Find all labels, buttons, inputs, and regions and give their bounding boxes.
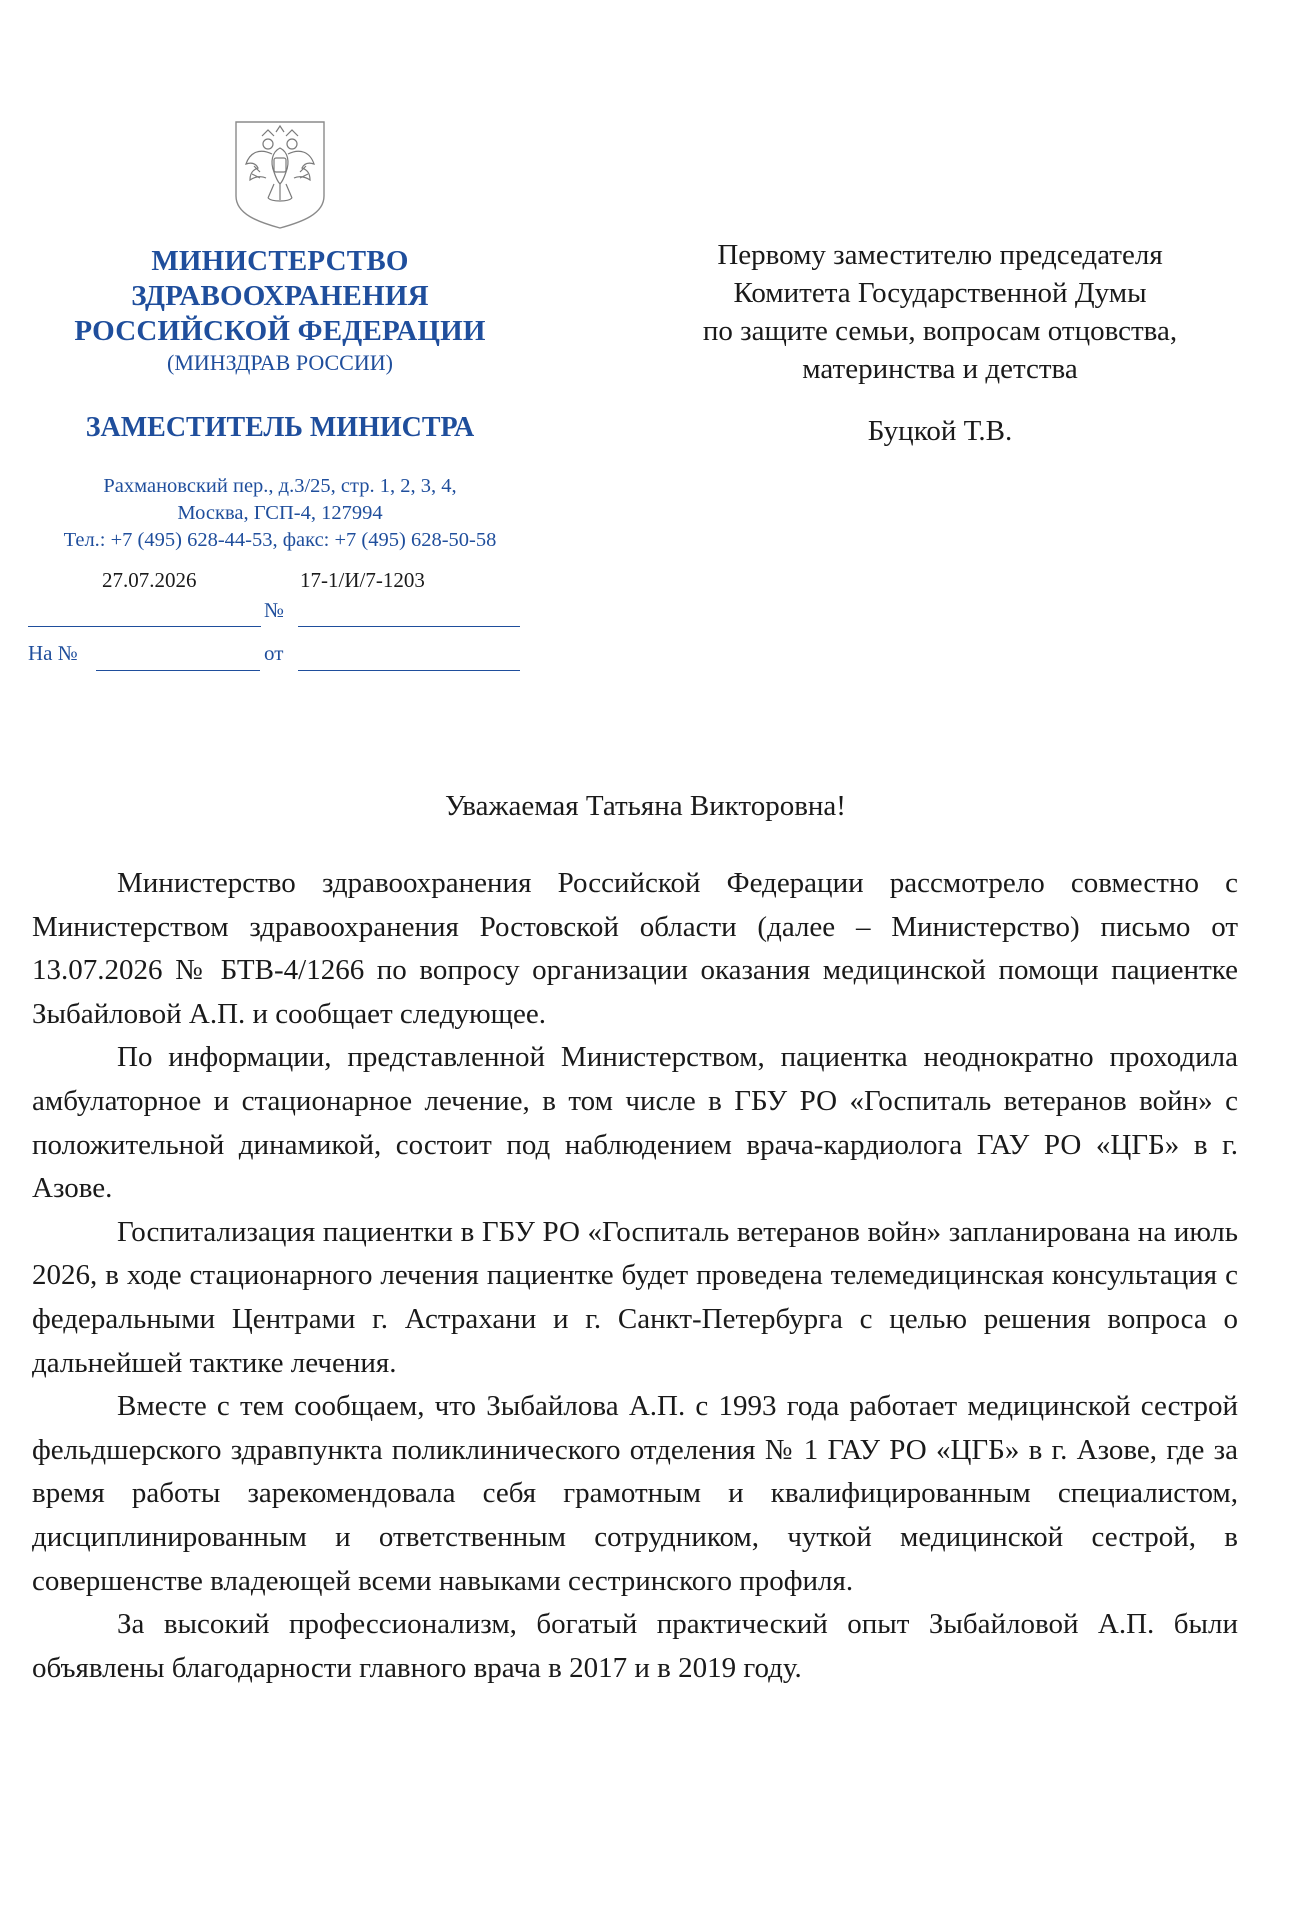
ministry-short-name: (МИНЗДРАВ РОССИИ) xyxy=(167,350,393,375)
salutation: Уважаемая Татьяна Викторовна! xyxy=(445,790,846,822)
registration-number: 17-1/И/7-1203 xyxy=(300,568,425,592)
registration-block xyxy=(28,568,528,678)
sender-position: ЗАМЕСТИТЕЛЬ МИНИСТРА xyxy=(85,412,475,443)
letter-body xyxy=(32,862,1238,1690)
addressee-line: Комитета Государственной Думы xyxy=(733,277,1147,309)
coat-of-arms-icon xyxy=(232,118,328,230)
date-underline xyxy=(28,626,261,627)
ministry-name-line: РОССИЙСКОЙ ФЕДЕРАЦИИ xyxy=(74,315,486,347)
addressee-block xyxy=(620,236,1260,450)
sender-address xyxy=(20,473,540,554)
body-paragraph: За высокий профессионализм, богатый практический опыт Зыбайловой А.П. были объявлены благодарности главного врача в 2017 и в 2019 году. xyxy=(32,1608,1238,1684)
body-paragraph: Министерство здравоохранения Российской Федерации рассмотрело совместно с Министерством здравоохранения Ростовской области (далее – Министерство) письмо от 13.07.2026 № БТВ-4/1266 по вопросу организации оказания медицинской помощи пациентке Зыбайловой А.П. и сообщает следующее. xyxy=(32,867,1238,1030)
ministry-name-line: ЗДРАВООХРАНЕНИЯ xyxy=(131,280,429,312)
ministry-name xyxy=(20,244,540,349)
address-line: Рахмановский пер., д.3/25, стр. 1, 2, 3, 4, xyxy=(103,475,457,497)
letterhead xyxy=(20,118,540,554)
reply-date-underline xyxy=(298,670,520,671)
reply-number-underline xyxy=(96,670,260,671)
reply-to-label: На № xyxy=(28,641,78,665)
body-paragraph: По информации, представленной Министерством, пациентка неоднократно проходила амбулаторное и стационарное лечение, в том числе в ГБУ РО «Госпиталь ветеранов войн» с положительной динамикой, состоит под наблюдением врача-кардиолога ГАУ РО «ЦГБ» в г. Азове. xyxy=(32,1041,1238,1205)
addressee-name: Буцкой Т.В. xyxy=(867,415,1013,447)
number-label: № xyxy=(264,598,285,622)
body-paragraph: Вместе с тем сообщаем, что Зыбайлова А.П. с 1993 года работает медицинской сестрой фельдшерского здравпункта поликлинического отделения № 1 ГАУ РО «ЦГБ» в г. Азове, где за время работы зарекомендовала себя грамотным и квалифицированным специалистом, дисциплинированным и ответственным сотрудником, чуткой медицинской сестрой, в совершенстве владеющей всеми навыками сестринского профиля. xyxy=(32,1390,1238,1597)
contact-line: Тел.: +7 (495) 628-44-53, факс: +7 (495) 628-50-58 xyxy=(63,529,497,551)
addressee-line: материнства и детства xyxy=(802,353,1078,385)
registration-date: 27.07.2026 xyxy=(102,568,197,592)
addressee-line: Первому заместителю председателя xyxy=(717,239,1163,271)
ministry-name-line: МИНИСТЕРСТВО xyxy=(151,245,409,277)
number-underline xyxy=(298,626,520,627)
from-label: от xyxy=(264,641,284,665)
address-line: Москва, ГСП-4, 127994 xyxy=(177,502,383,524)
addressee-line: по защите семьи, вопросам отцовства, xyxy=(702,315,1178,347)
body-paragraph: Госпитализация пациентки в ГБУ РО «Госпиталь ветеранов войн» запланирована на июль 2026, в ходе стационарного лечения пациентке будет проведена телемедицинская консультация с федеральными Центрами г. Астрахани и г. Санкт-Петербурга с целью решения вопроса о дальнейшей тактике лечения. xyxy=(32,1215,1238,1379)
